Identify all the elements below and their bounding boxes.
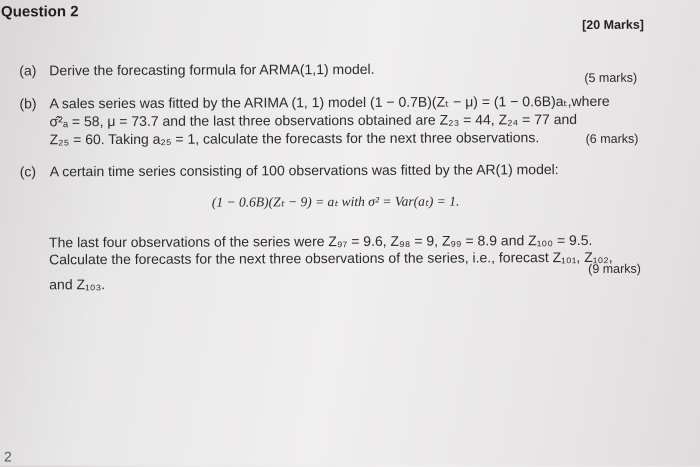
part-c-marks: (9 marks) bbox=[588, 261, 641, 276]
part-a bbox=[19, 61, 374, 79]
part-b-marks: (6 marks) bbox=[585, 131, 639, 146]
part-b-line-2: σ̂²ₐ = 58, μ = 73.7 and the last three observations obtained are Z₂₃ = 44, Z₂₄ = 77 and bbox=[49, 111, 578, 130]
part-b-line-1 bbox=[19, 93, 609, 113]
part-c-label: (c) bbox=[19, 163, 37, 180]
page-number: 2 bbox=[3, 448, 12, 465]
part-b-label: (b) bbox=[19, 95, 37, 112]
part-c-text: A certain time series consisting of 100 observations was fitted by the AR(1) model: bbox=[49, 161, 559, 180]
part-c-intro bbox=[20, 161, 559, 179]
part-c-line-3: and Z₁₀₃. bbox=[49, 276, 106, 293]
part-b-text-1: A sales series was fitted by the ARIMA (1, 1) model (1 − 0.7B)(Zₜ − μ) = (1 − 0.6B)aₜ,where bbox=[49, 92, 610, 112]
part-b-line-3: Z₂₅ = 60. Taking a₂₅ = 1, calculate the forecasts for the next three observations. bbox=[49, 129, 540, 148]
part-a-marks: (5 marks) bbox=[584, 70, 638, 85]
question-title: Question 2 bbox=[0, 3, 79, 21]
part-c-line-1: The last four observations of the series were Z₉₇ = 9.6, Z₉₈ = 9, Z₉₉ = 8.9 and Z₁₀₀ = 9.5. bbox=[49, 231, 593, 251]
part-a-text: Derive the forecasting formula for ARMA(1,1) model. bbox=[49, 60, 375, 79]
part-a-label: (a) bbox=[19, 62, 37, 79]
part-c-equation: (1 − 0.6B)(Zₜ − 9) = aₜ with σ² = Var(aₜ) = 1. bbox=[211, 193, 460, 210]
part-c-line-2: Calculate the forecasts for the next three observations of the series, i.e., forecast Z₁₀₁, Z₁₀₂, bbox=[49, 248, 613, 268]
total-marks: [20 Marks] bbox=[582, 17, 644, 32]
